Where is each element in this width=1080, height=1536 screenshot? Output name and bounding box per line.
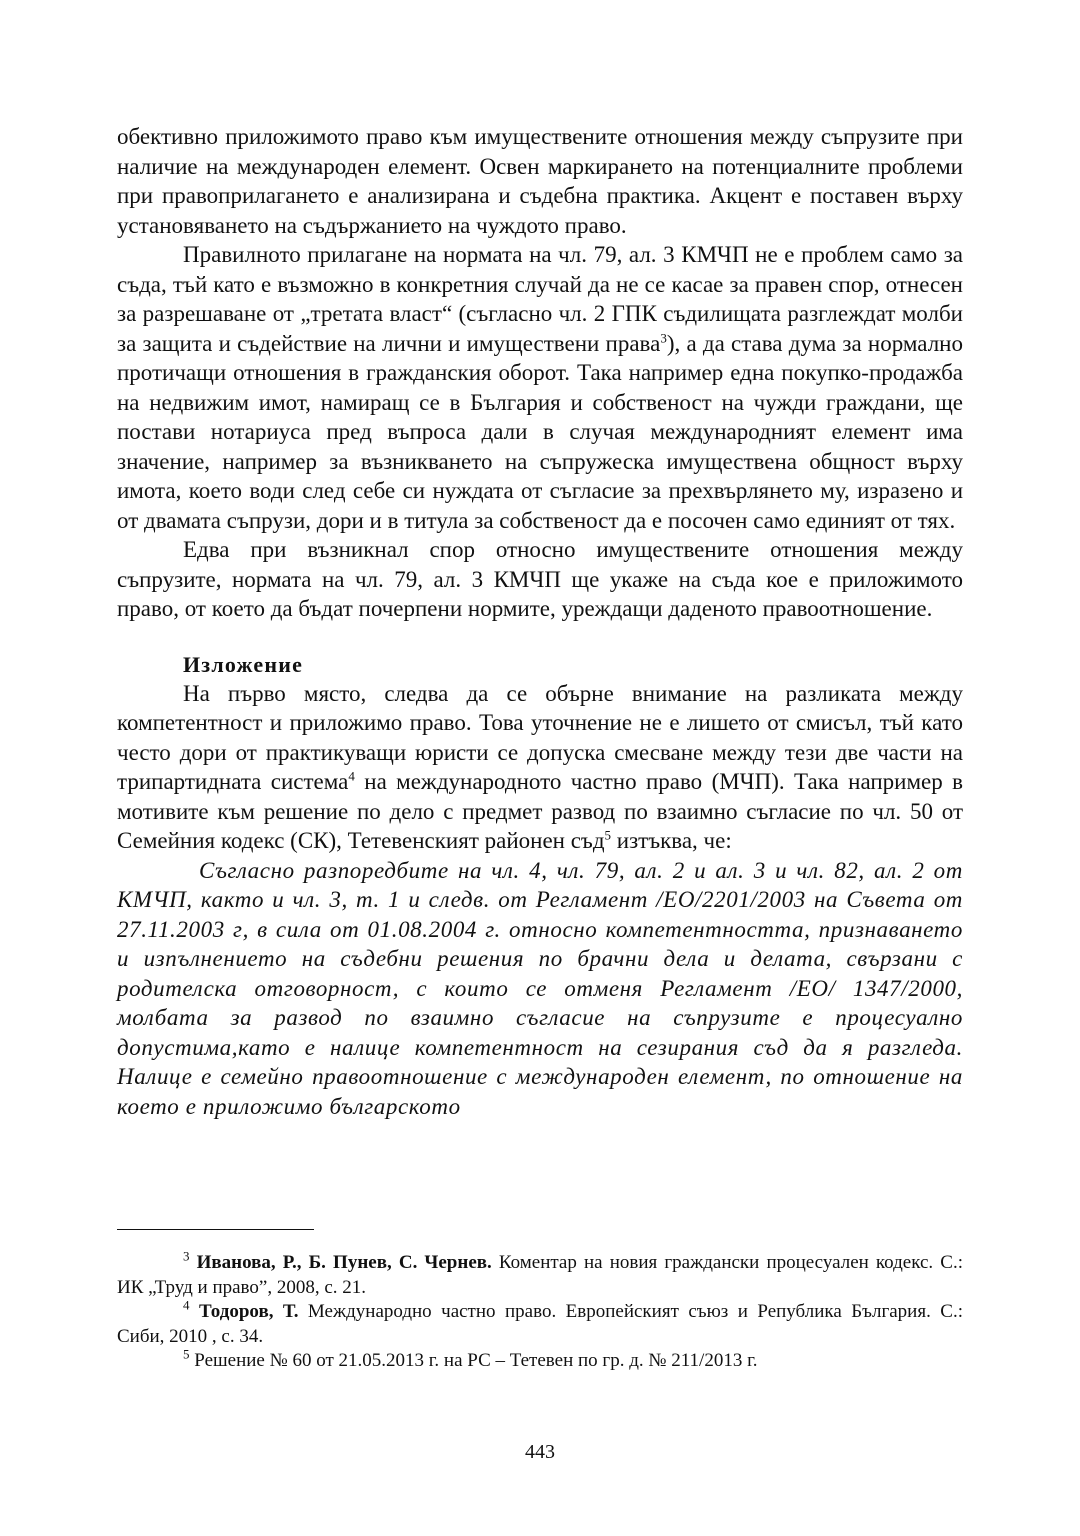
- footnote-number: 5: [183, 1346, 190, 1362]
- footnote-ref-3[interactable]: 3: [660, 329, 667, 345]
- paragraph-intro-continuation: обективно приложимото право към имуществените отношения между съпрузите при наличие на международен елемент. Освен маркирането на потенциалните проблеми при правоприлагането е анализирана и съдебна практика. Акцент е поставен върху установяването на съдържанието на чуждото право.: [117, 124, 963, 238]
- footnote-text: Коментар на новия граждански процесуален кодекс. С.: ИК „Труд и право”, 2008, с. 21.: [117, 1252, 963, 1298]
- footnote-3: [117, 1248, 963, 1300]
- paragraph-dispute: Едва при възникнал спор относно имуществените отношения между съпрузите, нормата на чл. 79, ал. 3 КМЧП ще укаже на съда кое е приложимото право, от което да бъдат почерпени нормите, уреждащи даденото правоотношение.: [117, 537, 963, 621]
- footnotes: [117, 1248, 964, 1374]
- page-body: [117, 122, 963, 1121]
- footnote-5: [117, 1346, 963, 1374]
- footnote-author: Тодоров, Т.: [198, 1301, 299, 1322]
- footnote-number: 3: [183, 1248, 190, 1264]
- footnote-text: Решение № 60 от 21.05.2013 г. на РС – Тетевен по гр. д. № 211/2013 г.: [194, 1350, 758, 1371]
- footnote-text: Международно частно право. Европейският съюз и Република България. С.: Сиби, 2010 , с. 34.: [117, 1301, 964, 1347]
- footnote-author: Иванова, Р., Б. Пунев, С. Чернев.: [196, 1252, 492, 1273]
- footnote-separator: [117, 1229, 314, 1230]
- paragraph-text: изтъква, че:: [611, 828, 732, 853]
- court-quote: Съгласно разпоредбите на чл. 4, чл. 79, ал. 2 и ал. 3 и чл. 82, ал. 2 от КМЧП, както и чл. 3, т. 1 и следв. от Регламент /ЕО/2201/2003 на Съвета от 27.11.2003 г, в сила от 01.08.2004 г. относно компетентността, признаването и изпълнението на съдебни решения по брачни дела и делата, свързани с родителска отговорност, с които се отменя Регламент /ЕО/ 1347/2000, молбата за развод по взаимно съгласие на съпрузите е процесуално допустима,като е налице компетентност на сезирания съд да я разгледа. Налице е семейно правоотношение с международен елемент, по отношение на което е приложимо българското: [117, 857, 963, 1119]
- section-heading: Изложение: [183, 651, 304, 677]
- paragraph-text: На първо място, следва да се обърне внимание на разликата между компетентност и приложимо право. Това уточнение не е лишето от смисъл, тъй като често дори от практикуващи юристи се допуска смесване между тези две части на трипартидната система: [117, 680, 963, 794]
- footnote-4: [117, 1297, 964, 1349]
- footnote-ref-5[interactable]: 5: [604, 827, 612, 843]
- footnote-ref-4[interactable]: 4: [348, 768, 355, 784]
- paragraph-norm-application: [117, 240, 963, 535]
- paragraph-competence: [117, 679, 963, 856]
- paragraph-text: на международното частно право (МЧП). Така например в мотивите към решение по дело с предмет развод по взаимно съгласие по чл. 50 от Семейния кодекс (СК), Тетевенският районен съд: [117, 769, 963, 853]
- paragraph-text: Правилното прилагане на нормата на чл. 79, ал. 3 КМЧП не е проблем само за съда, тъй като е възможно в конкретния случай да не се касае за правен спор, отнесен за разрешаване от „третата власт“ (съгласно чл. 2 ГПК съдилищата разглеждат молби за защита и съдействие на лични и имуществени права: [117, 242, 963, 356]
- paragraph-text: ), а да става дума за нормално протичащи отношения в гражданския оборот. Така например една покупко-продажба на недвижим имот, намиращ се в България и собственост на чужди граждани, ще постави нотариуса пред въпроса дали в случая международният елемент има значение, например за възникването на съпружеска имуществена общност върху имота, което води след себе си нуждата от съгласие за прехвърлянето му, изразено и от двамата съпрузи, дори и в титула за собственост да е посочен само единият от тях.: [117, 330, 963, 533]
- footnote-number: 4: [183, 1297, 190, 1313]
- page-number: 443: [525, 1441, 555, 1463]
